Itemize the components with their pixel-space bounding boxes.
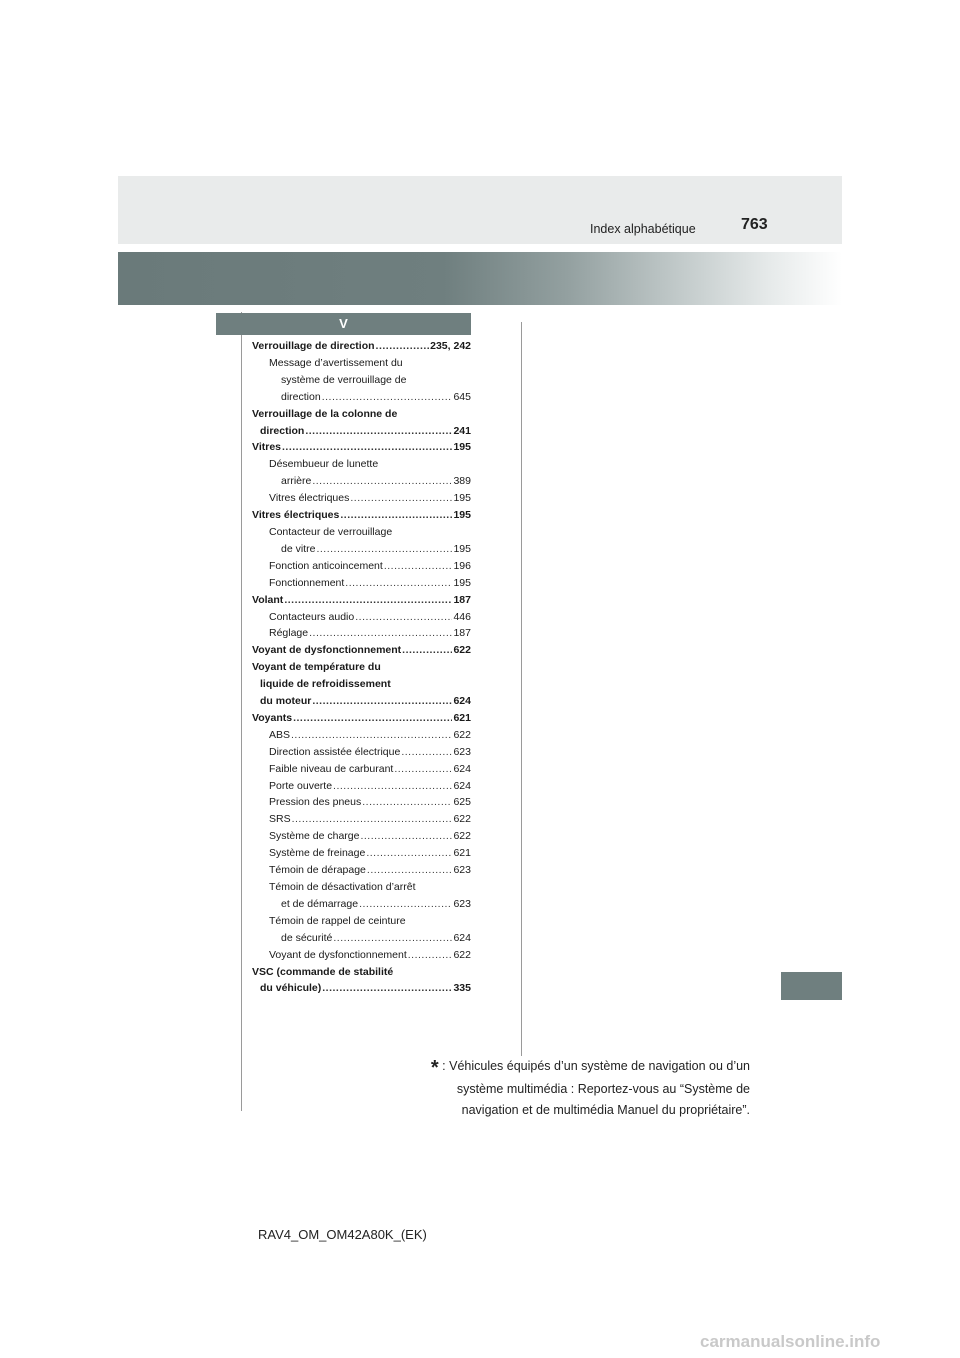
dot-leader	[362, 794, 452, 811]
index-entry	[252, 862, 471, 879]
index-entry-page: 389	[453, 475, 471, 488]
index-entry-page: 196	[453, 559, 471, 572]
index-entry	[252, 913, 471, 947]
index-entry-term: SRS	[269, 813, 291, 826]
index-entry-page: 624	[453, 779, 471, 792]
index-entry-text: Témoin de désactivation d’arrêt	[269, 881, 416, 893]
footnote	[395, 1056, 750, 1121]
index-entry-row	[252, 947, 471, 964]
dot-leader	[360, 828, 452, 845]
index-entry-text: Verrouillage de la colonne de	[252, 407, 398, 420]
dot-leader	[367, 862, 453, 879]
index-entry-row	[252, 541, 471, 558]
index-entry-row	[252, 389, 471, 406]
index-entry-row	[252, 896, 471, 913]
index-entry-page: 195	[453, 576, 471, 589]
index-entry-page: 241	[453, 424, 471, 437]
index-entry-page: 624	[453, 931, 471, 944]
index-entry-term: et de démarrage	[281, 897, 359, 910]
dot-leader	[316, 541, 452, 558]
index-entry-term: Vitres électriques	[252, 509, 340, 522]
index-entry-page: 187	[453, 593, 471, 606]
index-entry-page: 446	[453, 610, 471, 623]
index-list	[252, 338, 471, 997]
index-entry	[252, 439, 471, 456]
left-column-rule	[241, 312, 242, 1111]
index-entry-text: liquide de refroidissement	[260, 678, 391, 691]
index-entry	[252, 710, 471, 727]
index-entry-text: Voyant de température du	[252, 661, 381, 674]
index-entry-page: 645	[453, 390, 471, 403]
index-entry	[252, 828, 471, 845]
index-entry-row	[252, 609, 471, 626]
index-entry-term: Fonctionnement	[269, 576, 345, 589]
index-entry-row	[252, 575, 471, 592]
index-entry-term: Contacteurs audio	[269, 610, 355, 623]
index-entry-term: Vitres	[252, 441, 281, 454]
index-entry-row	[252, 710, 471, 727]
index-entry	[252, 490, 471, 507]
dot-leader	[366, 845, 452, 862]
index-entry-term: Faible niveau de carburant	[269, 762, 394, 775]
index-entry	[252, 744, 471, 761]
index-entry	[252, 947, 471, 964]
index-entry-page: 625	[453, 796, 471, 809]
index-entry	[252, 642, 471, 659]
index-entry-row	[252, 845, 471, 862]
index-entry-row	[252, 625, 471, 642]
index-entry-term: direction	[281, 390, 321, 403]
index-entry	[252, 845, 471, 862]
index-entry-term: ABS	[269, 728, 291, 741]
index-entry	[252, 524, 471, 558]
index-entry-page: 624	[453, 695, 471, 708]
dot-leader	[293, 710, 452, 727]
index-entry-row	[252, 423, 471, 440]
index-entry-page: 195	[453, 492, 471, 505]
index-entry-term: Voyants	[252, 711, 293, 724]
dot-leader	[402, 642, 452, 659]
index-entry-row	[252, 507, 471, 524]
index-entry-term: Témoin de dérapage	[269, 864, 366, 877]
header-band	[118, 176, 842, 244]
index-entry-term: du véhicule)	[260, 982, 322, 995]
dot-leader	[350, 490, 452, 507]
index-entry-page: 624	[453, 762, 471, 775]
section-title: Index alphabétique	[590, 222, 696, 236]
index-entry-page: 621	[453, 847, 471, 860]
index-entry-term: Verrouillage de direction	[252, 340, 375, 352]
index-entry-text: système de verrouillage de	[281, 373, 407, 386]
index-entry-term: de sécurité	[281, 931, 333, 944]
dot-leader	[345, 575, 452, 592]
index-entry	[252, 406, 471, 440]
index-entry	[252, 778, 471, 795]
footnote-line-3: navigation et de multimédia Manuel du propriétaire”.	[461, 1103, 750, 1117]
index-entry-term: Fonction anticoincement	[269, 559, 383, 572]
index-entry-page: 622	[453, 728, 471, 741]
dot-leader	[322, 980, 452, 997]
index-entry-row	[252, 439, 471, 456]
index-entry-row	[252, 811, 471, 828]
index-entry-term: Volant	[252, 593, 284, 606]
index-entry	[252, 355, 471, 406]
index-entry-row	[252, 490, 471, 507]
index-entry-page: 187	[453, 627, 471, 640]
index-entry	[252, 964, 471, 998]
index-entry	[252, 575, 471, 592]
index-entry-page: 621	[453, 711, 471, 724]
index-entry-term: Voyant de dysfonctionnement	[252, 644, 402, 657]
index-entry	[252, 338, 471, 355]
dot-leader	[284, 592, 452, 609]
middle-column-rule	[521, 322, 522, 1056]
index-entry-term: Porte ouverte	[269, 779, 333, 792]
dot-leader	[340, 507, 452, 524]
dot-leader	[309, 625, 452, 642]
dot-leader	[322, 389, 453, 406]
index-entry-row	[252, 338, 471, 355]
dot-leader	[394, 761, 452, 778]
index-entry-page: 335	[453, 982, 471, 995]
index-entry-term: Système de charge	[269, 830, 360, 843]
index-entry	[252, 811, 471, 828]
index-entry	[252, 625, 471, 642]
index-entry	[252, 879, 471, 913]
index-entry-row	[252, 727, 471, 744]
index-entry-term: Voyant de dysfonctionnement	[269, 948, 407, 961]
index-entry	[252, 727, 471, 744]
index-entry	[252, 507, 471, 524]
footnote-line-2: système multimédia : Reportez-vous au “Système de	[456, 1082, 750, 1096]
dot-leader	[384, 558, 453, 575]
watermark: carmanualsonline.info	[700, 1332, 881, 1351]
index-entry-row	[252, 558, 471, 575]
page-number: 763	[741, 216, 768, 233]
index-entry-term: Système de freinage	[269, 847, 366, 860]
index-entry	[252, 659, 471, 710]
header-gradient-bar	[118, 252, 842, 305]
index-entry-page: 195	[453, 542, 471, 555]
index-entry-row	[252, 778, 471, 795]
document-code: RAV4_OM_OM42A80K_(EK)	[258, 1227, 427, 1242]
side-thumb-tab	[781, 972, 842, 1000]
index-entry-page: 622	[453, 830, 471, 843]
index-entry	[252, 794, 471, 811]
index-entry-term: arrière	[281, 475, 312, 488]
index-entry-row	[252, 473, 471, 490]
dot-leader	[355, 609, 452, 626]
index-entry-row	[252, 930, 471, 947]
index-entry-row	[252, 744, 471, 761]
index-entry-row	[252, 693, 471, 710]
index-entry-row	[252, 592, 471, 609]
dot-leader	[408, 947, 453, 964]
index-entry-row	[252, 761, 471, 778]
index-entry-row	[252, 980, 471, 997]
index-entry	[252, 558, 471, 575]
asterisk-icon: *	[430, 1057, 439, 1079]
index-entry-text: Message d’avertissement du	[269, 356, 403, 369]
index-entry-term: Vitres électriques	[269, 492, 350, 505]
index-entry-text: VSC (commande de stabilité	[252, 965, 394, 978]
dot-leader	[291, 727, 452, 744]
dot-leader	[333, 930, 452, 947]
dot-leader	[401, 744, 452, 761]
dot-leader	[312, 473, 452, 490]
index-entry-page: 622	[453, 948, 471, 961]
index-entry-page: 195	[453, 441, 471, 454]
dot-leader	[312, 693, 452, 710]
index-entry-text: Témoin de rappel de ceinture	[269, 914, 406, 927]
index-entry-page: 622	[453, 644, 471, 657]
footnote-line-1: : Véhicules équipés d’un système de navigation ou d’un	[442, 1059, 750, 1073]
index-entry-term: Réglage	[269, 627, 309, 640]
index-entry	[252, 761, 471, 778]
dot-leader	[359, 896, 452, 913]
index-entry-term: direction	[260, 424, 305, 437]
index-entry-text: Désembueur de lunette	[269, 458, 379, 471]
index-entry-page: 235, 242	[430, 340, 471, 352]
index-entry-row	[252, 794, 471, 811]
index-entry	[252, 609, 471, 626]
letter-header: V	[216, 313, 471, 335]
index-entry-term: Direction assistée électrique	[269, 745, 401, 758]
dot-leader	[305, 423, 452, 440]
dot-leader	[292, 811, 453, 828]
dot-leader	[333, 778, 452, 795]
index-entry-row	[252, 642, 471, 659]
index-entry-row	[252, 862, 471, 879]
index-entry-page: 195	[453, 509, 471, 522]
index-entry-text: Contacteur de verrouillage	[269, 525, 393, 538]
index-entry-term: Pression des pneus	[269, 796, 362, 809]
index-entry-page: 623	[453, 745, 471, 758]
index-entry-term: de vitre	[281, 542, 316, 555]
dot-leader	[376, 338, 430, 355]
index-entry-page: 622	[453, 813, 471, 826]
index-entry-term: du moteur	[260, 695, 312, 708]
dot-leader	[282, 439, 452, 456]
index-entry-page: 623	[453, 864, 471, 877]
index-entry	[252, 592, 471, 609]
index-entry	[252, 456, 471, 490]
index-entry-row	[252, 828, 471, 845]
index-entry-page: 623	[453, 897, 471, 910]
